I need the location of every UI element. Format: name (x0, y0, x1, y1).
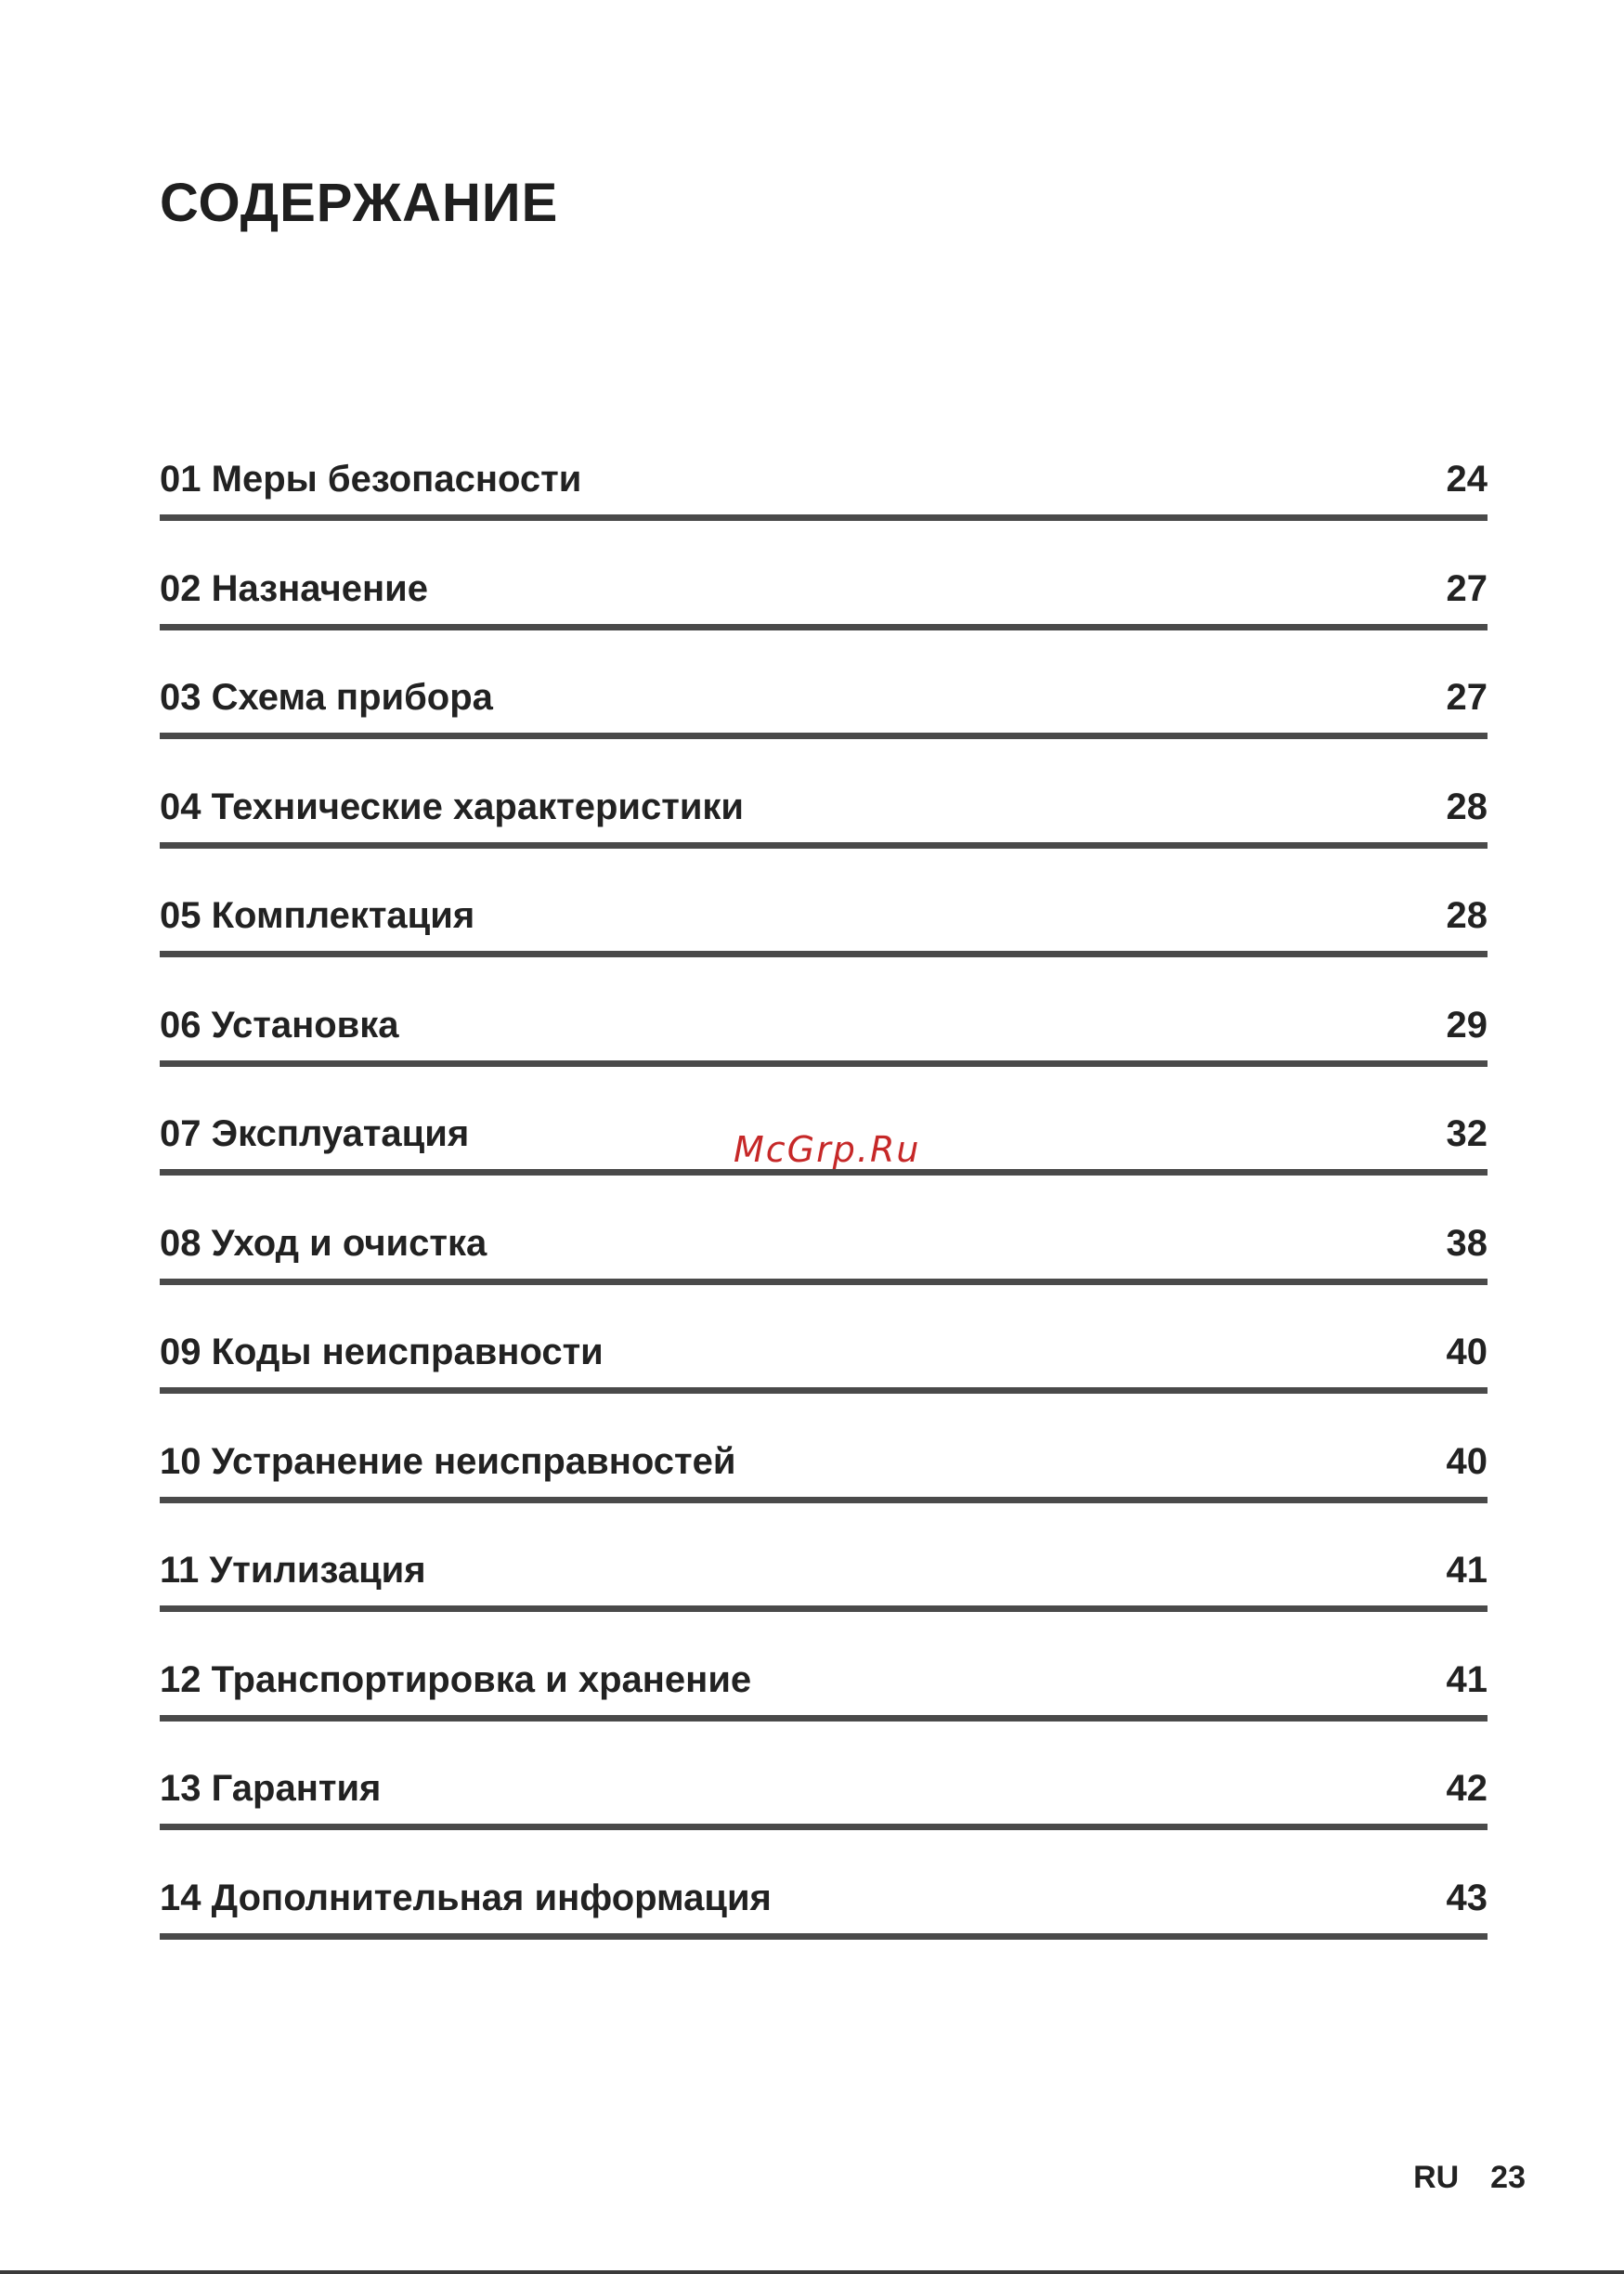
divider (160, 842, 1488, 849)
divider (160, 1169, 1488, 1176)
toc-item-number: 01 (160, 459, 201, 500)
toc-item-title: Эксплуатация (211, 1113, 470, 1154)
page-title: СОДЕРЖАНИЕ (160, 173, 559, 233)
toc-item-14[interactable] (160, 1863, 1488, 1972)
page-footer (1413, 2160, 1526, 2196)
divider (160, 733, 1488, 739)
toc-item-number: 02 (160, 567, 201, 609)
divider (160, 1715, 1488, 1722)
toc-item-10[interactable] (160, 1426, 1488, 1536)
toc-item-page: 24 (1446, 459, 1488, 500)
toc-item-title: Утилизация (209, 1550, 426, 1591)
watermark: McGrp.Ru (734, 1129, 921, 1170)
toc-item-title: Гарантия (211, 1768, 382, 1809)
toc-item-number: 14 (160, 1877, 201, 1918)
language-code: RU (1413, 2160, 1460, 2195)
toc-item-number: 09 (160, 1332, 201, 1372)
toc-item-number: 07 (160, 1113, 201, 1154)
toc-item-08[interactable] (160, 1208, 1488, 1318)
toc-item-page: 40 (1446, 1332, 1488, 1372)
toc-item-03[interactable] (160, 662, 1488, 772)
divider (160, 624, 1488, 630)
bottom-edge-rule (0, 2270, 1624, 2274)
divider (160, 1933, 1488, 1940)
divider (160, 1060, 1488, 1067)
toc-item-title: Схема прибора (211, 677, 493, 718)
toc-item-11[interactable] (160, 1535, 1488, 1644)
toc-item-page: 27 (1446, 567, 1488, 609)
toc-item-page: 41 (1446, 1550, 1488, 1591)
toc-item-09[interactable] (160, 1317, 1488, 1426)
page-number: 23 (1490, 2160, 1526, 2195)
divider (160, 951, 1488, 957)
toc-item-title: Меры безопасности (211, 459, 582, 500)
toc-item-01[interactable] (160, 444, 1488, 553)
toc-item-title: Комплектация (211, 895, 475, 936)
divider (160, 1605, 1488, 1612)
toc-item-page: 29 (1446, 1004, 1488, 1046)
toc-item-page: 40 (1446, 1440, 1488, 1482)
toc-item-page: 27 (1446, 677, 1488, 718)
toc-item-number: 08 (160, 1222, 201, 1264)
toc-item-04[interactable] (160, 772, 1488, 881)
toc-item-02[interactable] (160, 553, 1488, 663)
toc-item-page: 28 (1446, 895, 1488, 936)
toc-item-number: 10 (160, 1440, 201, 1482)
toc-item-title: Дополнительная информация (211, 1877, 772, 1918)
divider (160, 1279, 1488, 1285)
toc-item-12[interactable] (160, 1644, 1488, 1754)
divider (160, 514, 1488, 521)
toc-item-number: 04 (160, 786, 201, 827)
toc-item-number: 05 (160, 895, 201, 936)
toc-item-number: 03 (160, 677, 201, 718)
toc-item-page: 28 (1446, 786, 1488, 827)
toc-item-title: Транспортировка и хранение (211, 1658, 752, 1700)
divider (160, 1387, 1488, 1394)
toc-item-page: 38 (1446, 1222, 1488, 1264)
toc-item-title: Коды неисправности (211, 1332, 604, 1372)
toc-item-page: 41 (1446, 1658, 1488, 1700)
toc-item-number: 13 (160, 1768, 201, 1809)
toc-item-title: Уход и очистка (211, 1222, 487, 1264)
divider (160, 1824, 1488, 1830)
toc-item-number: 06 (160, 1004, 201, 1046)
divider (160, 1497, 1488, 1503)
toc-item-13[interactable] (160, 1753, 1488, 1863)
table-of-contents (160, 444, 1488, 1971)
toc-item-05[interactable] (160, 880, 1488, 990)
toc-item-page: 42 (1446, 1768, 1488, 1809)
toc-item-number: 11 (160, 1550, 200, 1591)
toc-item-number: 12 (160, 1658, 201, 1700)
toc-item-page: 32 (1446, 1113, 1488, 1154)
toc-item-title: Технические характеристики (211, 786, 745, 827)
toc-item-page: 43 (1446, 1877, 1488, 1918)
toc-item-title: Устранение неисправностей (211, 1440, 736, 1482)
toc-item-title: Установка (211, 1004, 399, 1046)
toc-item-title: Назначение (211, 567, 429, 609)
toc-item-06[interactable] (160, 990, 1488, 1099)
